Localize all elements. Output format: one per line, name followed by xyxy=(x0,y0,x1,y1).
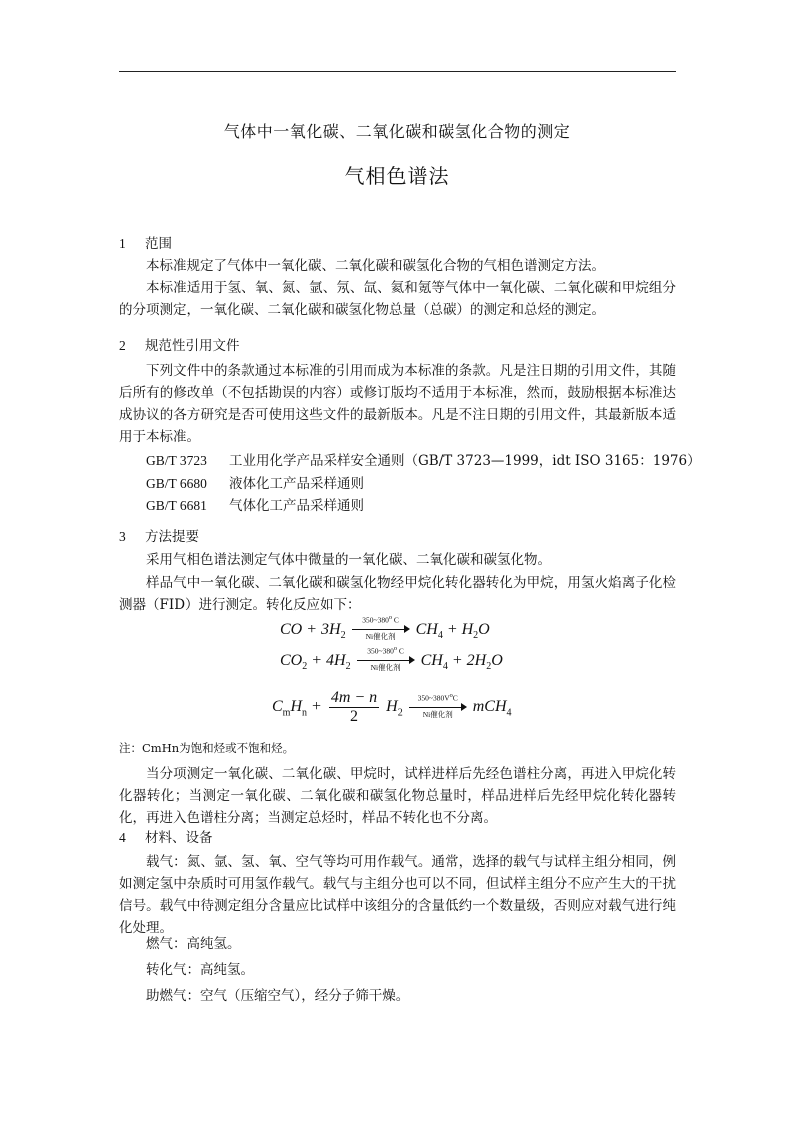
fraction: $\frac{4m - n}{2}$ xyxy=(330,689,378,725)
section-heading-text: 材料、设备 xyxy=(145,830,213,846)
reference-title: 工业用化学产品采样安全通则（GB/T 3723—1999，idt ISO 3165：1976） xyxy=(229,453,701,469)
reference-item xyxy=(146,449,701,469)
reference-title: 气体化工产品采样通则 xyxy=(229,498,364,514)
reaction-arrow: 350~380$^o$ C Ni催化剂 xyxy=(352,622,410,638)
section-3-heading xyxy=(119,525,199,545)
paragraph: 样品气中一氧化碳、二氧化碳和碳氢化物经甲烷化转化器转化为甲烷，用氢火焰离子化检测器（FID）进行测定。转化反应如下： xyxy=(119,575,676,613)
section-heading-text: 方法提要 xyxy=(145,529,199,545)
paragraph: 燃气：高纯氢。 xyxy=(146,936,241,952)
paragraph: 下列文件中的条款通过本标准的引用而成为本标准的条款。凡是注日期的引用文件，其随后所有的修改单（不包括勘误的内容）或修订版均不适用于本标准，然而，鼓励根据本标准达成协议的各方研究是否可使用这些文件的最新版本。凡是不注日期的引用文件，其最新版本适用于本标准。 xyxy=(119,363,676,445)
paragraph: 助燃气：空气（压缩空气），经分子筛干燥。 xyxy=(146,988,410,1004)
equation-co2: $CO_2 + 4H_2$ 350~380$^o$ C Ni催化剂 $CH_4 + 2H_2O$ xyxy=(280,645,503,673)
section-number: 2 xyxy=(119,338,126,353)
reference-code: GB/T 6681 xyxy=(146,498,207,513)
reference-title: 液体化工产品采样通则 xyxy=(229,476,364,492)
paragraph: 采用气相色谱法测定气体中微量的一氧化碳、二氧化碳和碳氢化物。 xyxy=(146,552,551,568)
section-number: 1 xyxy=(119,236,126,251)
reaction-arrow: $350\sim 380V^oC$ Ni催化剂 xyxy=(409,700,467,716)
paragraph: 本标准规定了气体中一氧化碳、二氧化碳和碳氢化合物的气相色谱测定方法。 xyxy=(146,258,605,274)
note: 注：CmHn为饱和烃或不饱和烃。 xyxy=(119,741,295,755)
reference-code: GB/T 6680 xyxy=(146,476,207,491)
section-number: 3 xyxy=(119,529,126,544)
header-rule xyxy=(119,71,676,72)
paragraph: 本标准适用于氢、氧、氮、氩、氖、氙、氦和氪等气体中一氧化碳、二氧化碳和甲烷组分的分项测定，一氧化碳、二氧化碳和碳氢化物总量（总碳）的测定和总烃的测定。 xyxy=(119,280,676,318)
section-heading-text: 范围 xyxy=(145,236,172,252)
section-1-heading xyxy=(119,232,172,252)
paragraph: 转化气：高纯氢。 xyxy=(146,962,254,978)
paragraph: 载气：氮、氩、氢、氧、空气等均可用作载气。通常，选择的载气与试样主组分相同，例如测定氢中杂质时可用氢作载气。载气与主组分也可以不同，但试样主组分不应产生大的干扰信号。载气中待测定组分含量应比试样中该组分的含量低约一个数量级，否则应对载气进行纯化处理。 xyxy=(119,854,676,936)
equation-co: CO + $3H_2$ 350~380$^o$ C Ni催化剂 $CH_4 + H_2O$ xyxy=(280,614,490,642)
section-heading-text: 规范性引用文件 xyxy=(145,338,240,354)
equation-hydrocarbon: $C_mH_n$ + $\frac{4m - n}{2}$ $H_2$ $350\sim 380V^oC$ Ni催化剂 mCH$_4$ xyxy=(272,689,512,725)
section-2-heading xyxy=(119,334,240,354)
paragraph: 当分项测定一氧化碳、二氧化碳、甲烷时，试样进样后先经色谱柱分离，再进入甲烷化转化器转化；当测定一氧化碳、二氧化碳和碳氢化物总量时，样品进样后先经甲烷化转化器转化，再进入色谱柱分离；当测定总烃时，样品不转化也不分离。 xyxy=(119,766,676,826)
document-subtitle: 气相色谱法 xyxy=(344,164,450,188)
reference-code: GB/T 3723 xyxy=(146,453,207,468)
document-title: 气体中一氧化碳、二氧化碳和碳氢化合物的测定 xyxy=(223,122,571,141)
reaction-arrow: 350~380$^o$ C Ni催化剂 xyxy=(357,653,415,669)
section-4-heading xyxy=(119,826,213,846)
reference-item xyxy=(146,472,364,492)
reference-item xyxy=(146,494,364,514)
section-number: 4 xyxy=(119,830,126,845)
